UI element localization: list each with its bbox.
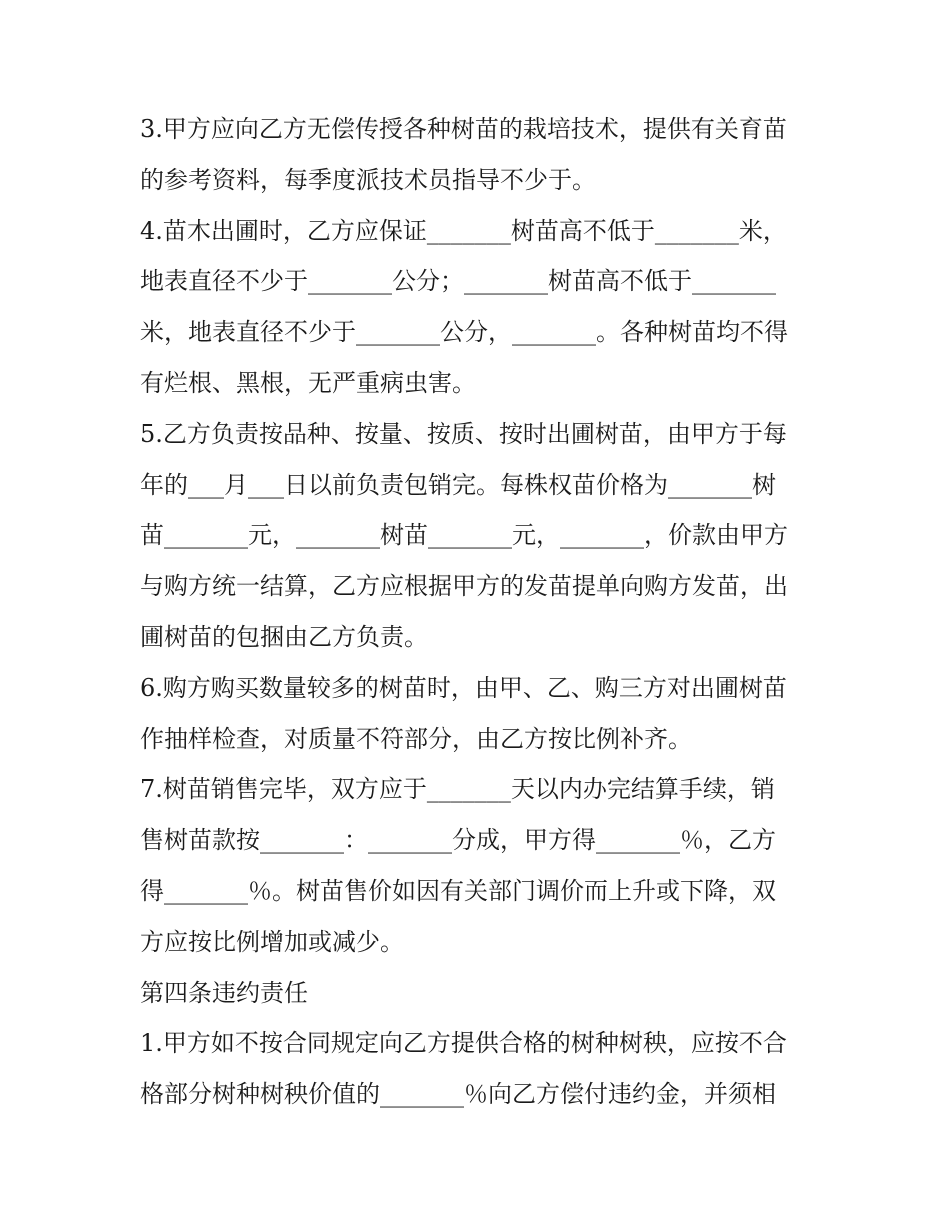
text-line: 的参考资料，每季度派技术员指导不少于。 — [140, 165, 596, 194]
text-line: 年的___月___日以前负责包销完。每株权苗价格为_______树 — [140, 470, 776, 499]
text-line: 格部分树种树秧价值的_______％向乙方偿付违约金，并须相 — [140, 1080, 776, 1109]
text-line: 售树苗款按_______：_______分成，甲方得_______％，乙方 — [140, 826, 776, 855]
text-line: 7.树苗销售完毕，双方应于_______天以内办完结算手续，销 — [140, 775, 775, 804]
text-line: 4.苗木出圃时，乙方应保证_______树苗高不低于_______米， — [140, 216, 787, 245]
text-line: 3.甲方应向乙方无偿传授各种树苗的栽培技术，提供有关育苗 — [140, 115, 787, 143]
text-line: 作抽样检查，对质量不符部分，由乙方按比例补齐。 — [140, 724, 692, 753]
text-line: 得_______％。树苗售价如因有关部门调价而上升或下降，双 — [140, 876, 776, 905]
text-line: 5.乙方负责按品种、按量、按质、按时出圃树苗，由甲方于每 — [140, 419, 787, 448]
document-body — [140, 104, 820, 1120]
text-line: 米，地表直径不少于_______公分，_______。各种树苗均不得 — [140, 318, 788, 347]
text-line: 有烂根、黑根，无严重病虫害。 — [140, 368, 476, 397]
text-line: 地表直径不少于_______公分；_______树苗高不低于_______ — [140, 267, 776, 296]
text-line: 圃树苗的包捆由乙方负责。 — [140, 622, 428, 651]
text-line: 1.甲方如不按合同规定向乙方提供合格的树种树秧，应按不合 — [140, 1029, 787, 1058]
text-line: 与购方统一结算，乙方应根据甲方的发苗提单向购方发苗，出 — [140, 572, 788, 601]
text-line: 6.购方购买数量较多的树苗时，由甲、乙、购三方对出圃树苗 — [140, 673, 787, 702]
text-line: 方应按比例增加或减少。 — [140, 927, 404, 956]
text-line: 苗_______元，_______树苗_______元，_______，价款由甲方 — [140, 521, 788, 550]
section-heading: 第四条违约责任 — [140, 978, 308, 1007]
